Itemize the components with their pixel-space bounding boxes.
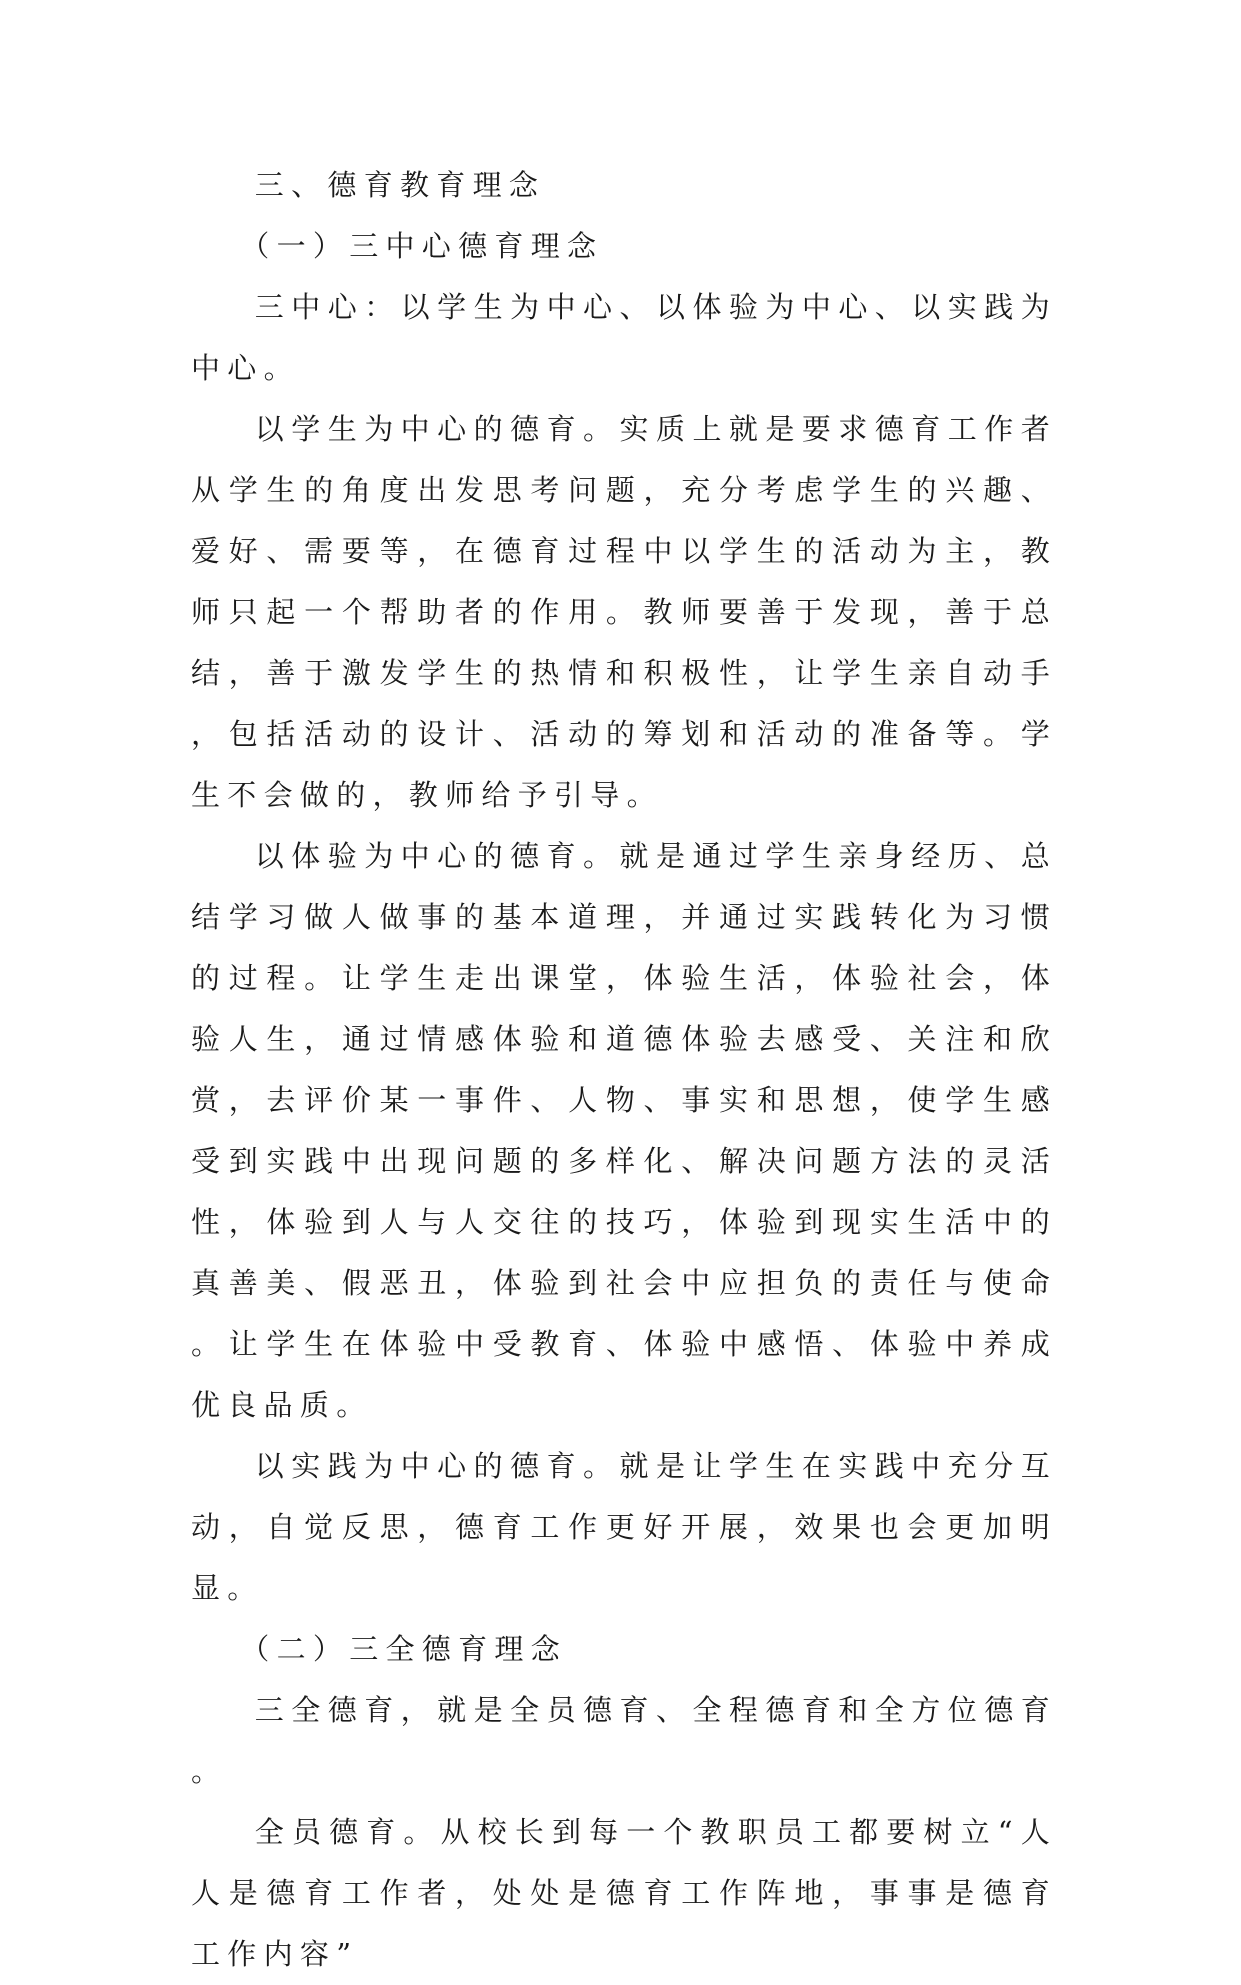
- paragraph: 三全德育，就是全员德育、全程德育和全方位德育。: [191, 1693, 1057, 1788]
- subsection-heading-2: （二）三全德育理念: [240, 1632, 567, 1666]
- subsection-heading-1: （一）三中心德育理念: [240, 229, 604, 263]
- paragraph: 以实践为中心的德育。就是让学生在实践中充分互动，自觉反思，德育工作更好开展，效果也会更加明显。: [191, 1449, 1057, 1605]
- paragraph: 以体验为中心的德育。就是通过学生亲身经历、总结学习做人做事的基本道理，并通过实践转化为习惯的过程。让学生走出课堂，体验生活，体验社会，体验人生，通过情感体验和道德体验去感受、关注和欣赏，去评价某一事件、人物、事实和思想，使学生感受到实践中出现问题的多样化、解决问题方法的灵活性，体验到人与人交往的技巧，体验到现实生活中的真善美、假恶丑，体验到社会中应担负的责任与使命。让学生在体验中受教育、体验中感悟、体验中养成优良品质。: [191, 839, 1057, 1422]
- document-body: [191, 155, 1057, 1985]
- paragraph: 三中心：以学生为中心、以体验为中心、以实践为中心。: [191, 290, 1057, 385]
- paragraph: 以学生为中心的德育。实质上就是要求德育工作者从学生的角度出发思考问题，充分考虑学生的兴趣、爱好、需要等，在德育过程中以学生的活动为主，教师只起一个帮助者的作用。教师要善于发现，善于总结，善于激发学生的热情和积极性，让学生亲自动手，包括活动的设计、活动的筹划和活动的准备等。学生不会做的，教师给予引导。: [191, 412, 1057, 812]
- section-heading: 三、德育教育理念: [254, 168, 546, 202]
- paragraph: 全员德育。从校长到每一个教职员工都要树立“人人是德育工作者，处处是德育工作阵地，事事是德育工作内容”: [191, 1815, 1057, 1971]
